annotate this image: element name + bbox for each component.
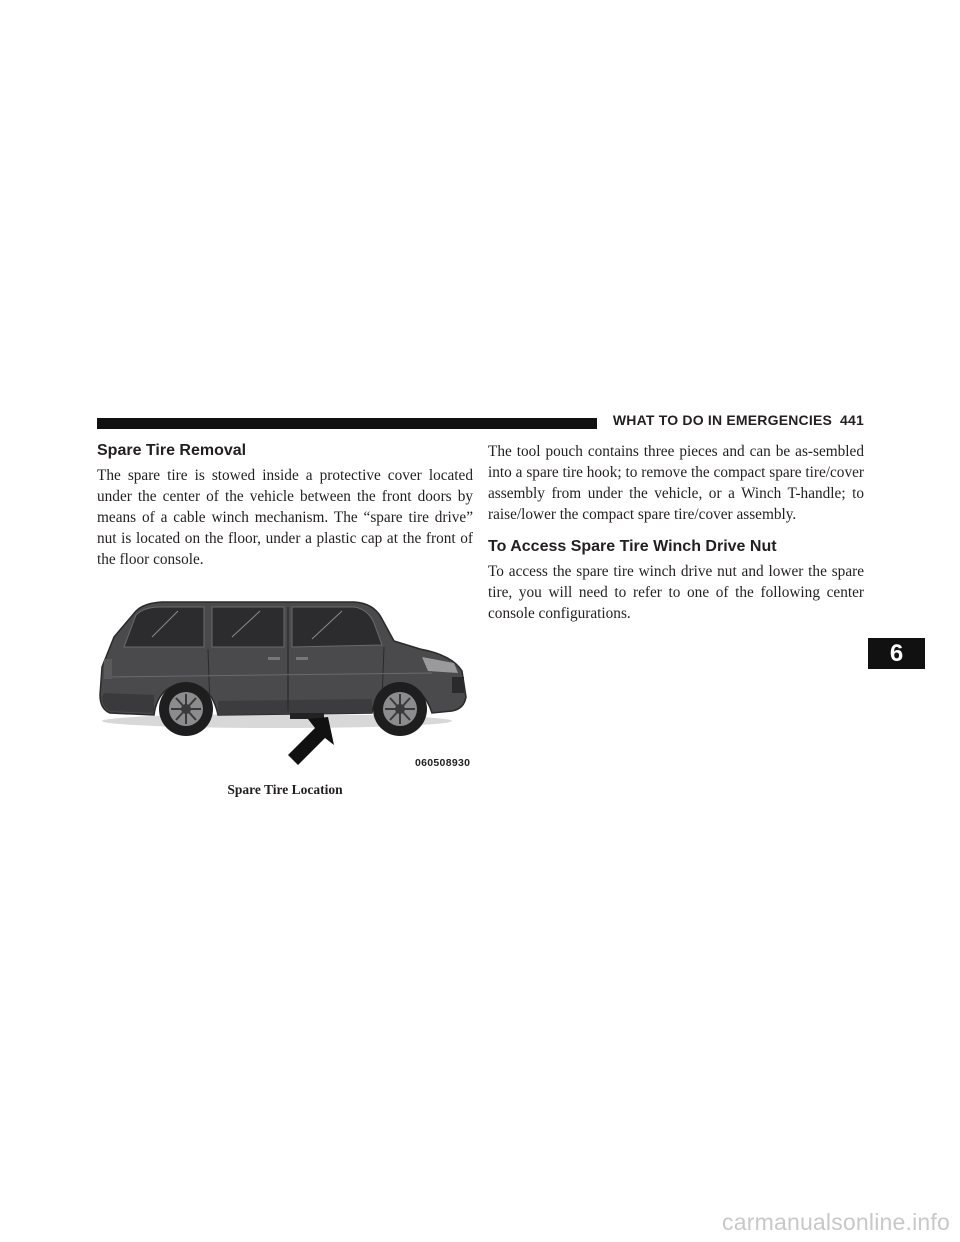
spare-tire-location-figure: [92, 597, 477, 777]
section-title: WHAT TO DO IN EMERGENCIES: [612, 412, 833, 428]
body-paragraph-winch: To access the spare tire winch drive nut and lower the spare tire, you will need to refer to one of the following center console configurations.: [488, 563, 864, 622]
figure-code: 060508930: [415, 757, 471, 769]
right-column: [488, 441, 864, 636]
header-rule: [97, 418, 597, 429]
body-paragraph: The spare tire is stowed inside a protective cover located under the center of the vehicle between the front doors by means of a cable winch mechanism. The “spare tire drive” nut is located on the floor, under a plastic cap at the front of the floor console.: [97, 467, 473, 568]
watermark: carmanualsonline.info: [722, 1209, 950, 1235]
minivan-illustration: [92, 597, 477, 777]
chapter-tab: 6: [868, 638, 925, 669]
left-column: [97, 441, 473, 570]
page-number: 441: [840, 412, 864, 428]
section-heading-winch-drive-nut: To Access Spare Tire Winch Drive Nut: [488, 538, 777, 555]
running-header: [606, 412, 864, 428]
section-heading-spare-tire-removal: Spare Tire Removal: [97, 442, 247, 459]
figure-caption: Spare Tire Location: [227, 782, 343, 797]
tool-pouch-paragraph: The tool pouch contains three pieces and can be as-sembled into a spare tire hook; to remove the compact spare tire/cover assembly from under the vehicle, or a Winch T-handle; to raise/lower the compact spare tire/cover assembly.: [488, 443, 864, 523]
